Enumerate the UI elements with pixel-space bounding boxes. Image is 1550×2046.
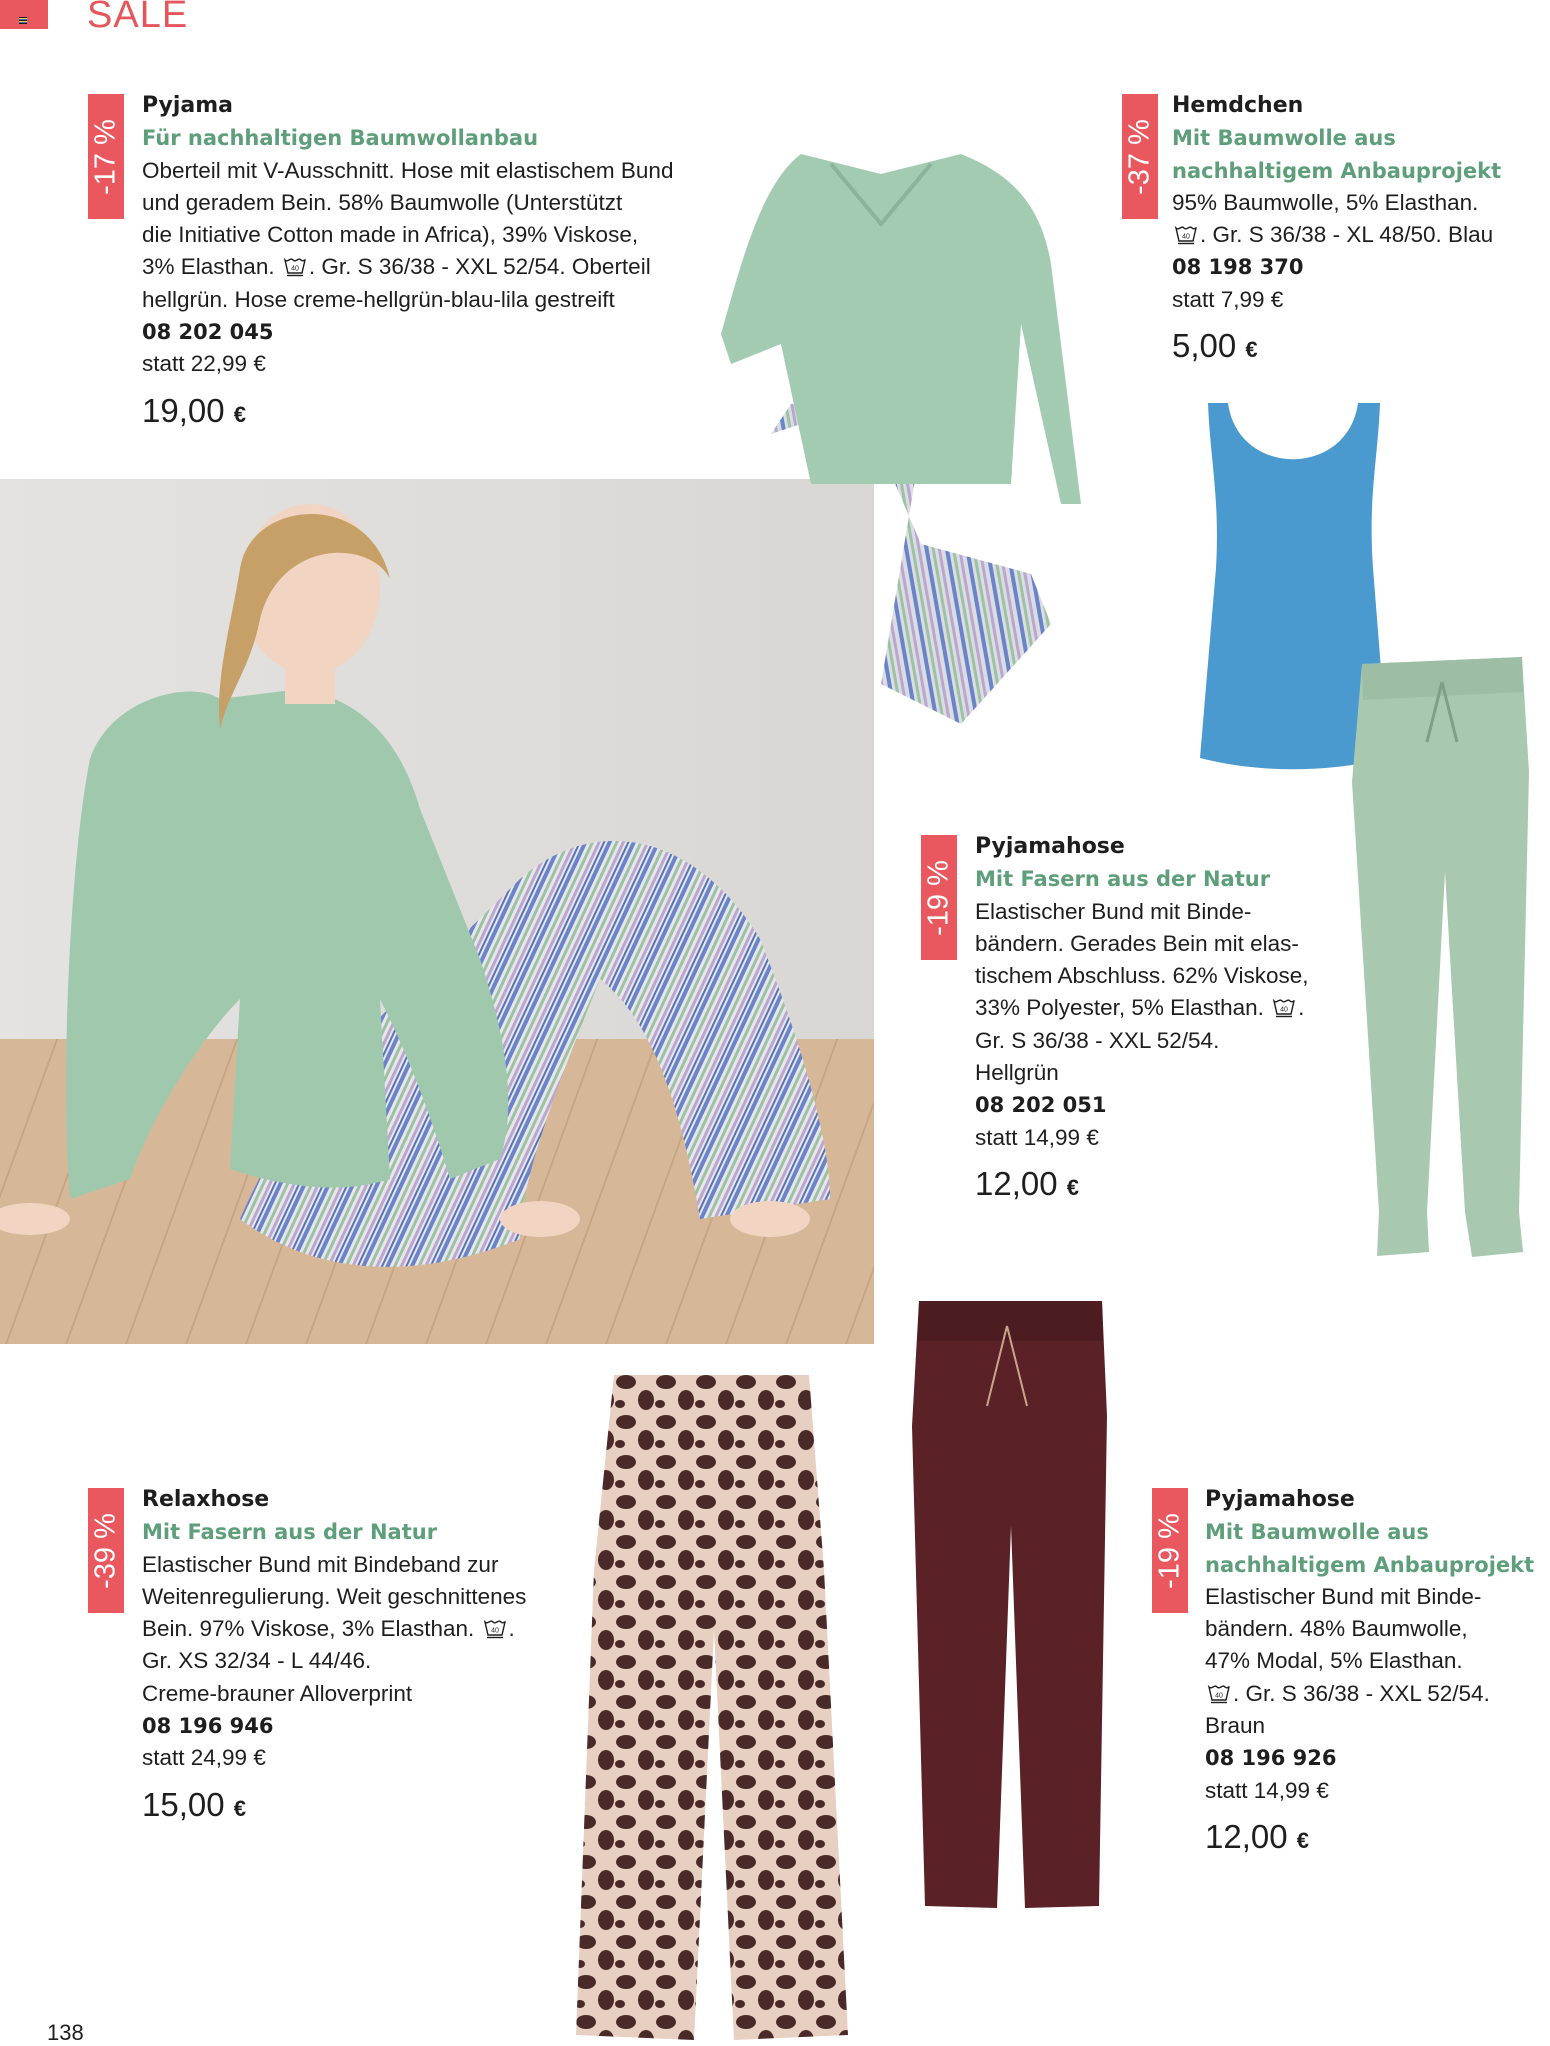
wash-40-icon [1207, 1681, 1231, 1701]
svg-text:40: 40 [1182, 233, 1190, 241]
product-subtitle: Mit Baumwolle aus [1172, 126, 1396, 151]
wash-40-icon [1272, 995, 1296, 1015]
price-value: 5,00 [1172, 327, 1237, 365]
product-title: Pyjama [142, 93, 234, 118]
product-description-line: 95% Baumwolle, 5% Elasthan. [1172, 189, 1479, 215]
article-number: 08 196 946 [142, 1714, 274, 1739]
product-subtitle: Mit Fasern aus der Natur [142, 1520, 438, 1545]
product-description-line: bändern. 48% Baumwolle, [1205, 1616, 1468, 1642]
product-description-line: Elastischer Bund mit Binde- [1205, 1583, 1482, 1609]
product-pyjamahose-2 [1205, 1484, 1534, 1859]
price [142, 1787, 526, 1827]
price [142, 393, 673, 433]
price-value: 12,00 [975, 1164, 1058, 1202]
green-pants-product-image [1347, 652, 1533, 1259]
product-description-line: 40 . Gr. S 36/38 - XXL 52/54. [1205, 1678, 1534, 1710]
product-pyjama [142, 90, 673, 433]
product-description-line: Bein. 97% Viskose, 3% Elasthan. 40 . [142, 1616, 515, 1642]
product-description-line: Gr. S 36/38 - XXL 52/54. [975, 1027, 1220, 1053]
article-number: 08 196 926 [1205, 1746, 1337, 1771]
price-currency: € [233, 1795, 247, 1821]
product-description-line: tischem Abschluss. 62% Viskose, [975, 963, 1309, 989]
discount-badge [1152, 1488, 1188, 1613]
product-relaxhose [142, 1484, 526, 1827]
price-value: 15,00 [142, 1785, 225, 1823]
product-description-line: Hellgrün [975, 1060, 1059, 1086]
discount-label: -19 % [922, 859, 955, 936]
product-subtitle: Mit Baumwolle aus [1205, 1520, 1429, 1545]
printed-pants-product-image [574, 1370, 848, 2042]
product-description-line: Weitenregulierung. Weit geschnittenes [142, 1583, 527, 1609]
product-description-line: 33% Polyester, 5% Elasthan. 40 . [975, 995, 1305, 1021]
discount-badge [88, 1488, 124, 1613]
price-currency: € [1245, 337, 1258, 363]
price [1172, 328, 1501, 368]
article-number: 08 198 370 [1172, 255, 1304, 280]
product-hemdchen [1172, 90, 1501, 368]
product-title: Relaxhose [142, 1487, 270, 1512]
product-subtitle: nachhaltigem Anbauprojekt [1172, 158, 1502, 183]
product-subtitle: nachhaltigem Anbauprojekt [1205, 1552, 1535, 1577]
price-currency: € [233, 401, 247, 427]
wash-40-icon [1174, 222, 1198, 242]
product-description-line: bändern. Gerades Bein mit elas- [975, 930, 1299, 956]
product-description-line: 3% Elasthan. 40 . Gr. S 36/38 - XXL 52/54. Oberteil [142, 254, 651, 280]
product-description-line: Elastischer Bund mit Bindeband zur [142, 1551, 499, 1577]
section-color-tab [0, 0, 48, 29]
product-description-line: Creme-brauner Alloverprint [142, 1680, 413, 1706]
svg-text:40: 40 [1215, 1692, 1223, 1700]
price-value: 12,00 [1205, 1817, 1288, 1855]
discount-badge [88, 94, 124, 219]
price [1205, 1819, 1534, 1859]
discount-label: -39 % [89, 1512, 122, 1589]
old-price: statt 22,99 € [142, 351, 266, 377]
discount-label: -19 % [1153, 1512, 1186, 1589]
product-description-line: hellgrün. Hose creme-hellgrün-blau-lila gestreift [142, 286, 615, 312]
product-description-line: 40 . Gr. S 36/38 - XL 48/50. Blau [1172, 219, 1501, 251]
old-price: statt 24,99 € [142, 1745, 266, 1771]
product-title: Pyjamahose [975, 834, 1125, 859]
product-subtitle: Für nachhaltigen Baumwollanbau [142, 126, 539, 151]
discount-label: -37 % [1123, 118, 1156, 195]
old-price: statt 7,99 € [1172, 286, 1284, 312]
svg-text:40: 40 [490, 1627, 499, 1635]
product-description-line: 47% Modal, 5% Elasthan. [1205, 1648, 1463, 1674]
discount-label: -17 % [89, 118, 122, 195]
price [975, 1166, 1309, 1206]
product-pyjamahose-1 [975, 831, 1309, 1206]
article-number: 08 202 051 [975, 1093, 1107, 1118]
product-subtitle: Mit Fasern aus der Natur [975, 867, 1271, 892]
discount-badge [921, 835, 957, 960]
old-price: statt 14,99 € [975, 1124, 1099, 1150]
svg-text:40: 40 [1280, 1006, 1289, 1014]
product-description-line: Oberteil mit V-Ausschnitt. Hose mit elastischem Bund [142, 157, 674, 183]
price-currency: € [1066, 1174, 1080, 1200]
article-number: 08 202 045 [142, 320, 274, 345]
wash-40-icon [283, 254, 307, 274]
product-description-line: Gr. XS 32/34 - L 44/46. [142, 1648, 372, 1674]
old-price: statt 14,99 € [1205, 1777, 1329, 1803]
pyjama-product-image [711, 144, 1091, 744]
section-title: SALE [87, 0, 189, 36]
product-title: Hemdchen [1172, 93, 1304, 118]
price-value: 19,00 [142, 391, 225, 429]
product-description-line: und geradem Bein. 58% Baumwolle (Unterstützt [142, 189, 623, 215]
product-description-line: Elastischer Bund mit Binde- [975, 898, 1252, 924]
product-description-line: Braun [1205, 1713, 1266, 1739]
svg-text:40: 40 [290, 265, 299, 273]
product-title: Pyjamahose [1205, 1487, 1355, 1512]
wash-40-icon [483, 1616, 507, 1636]
brown-pants-product-image [907, 1296, 1112, 1912]
discount-badge [1122, 94, 1158, 219]
price-currency: € [1296, 1827, 1310, 1853]
product-description-line: die Initiative Cotton made in Africa), 39% Viskose, [142, 222, 639, 248]
page-number: 138 [47, 2020, 84, 2045]
color-bar-icon [19, 17, 27, 24]
